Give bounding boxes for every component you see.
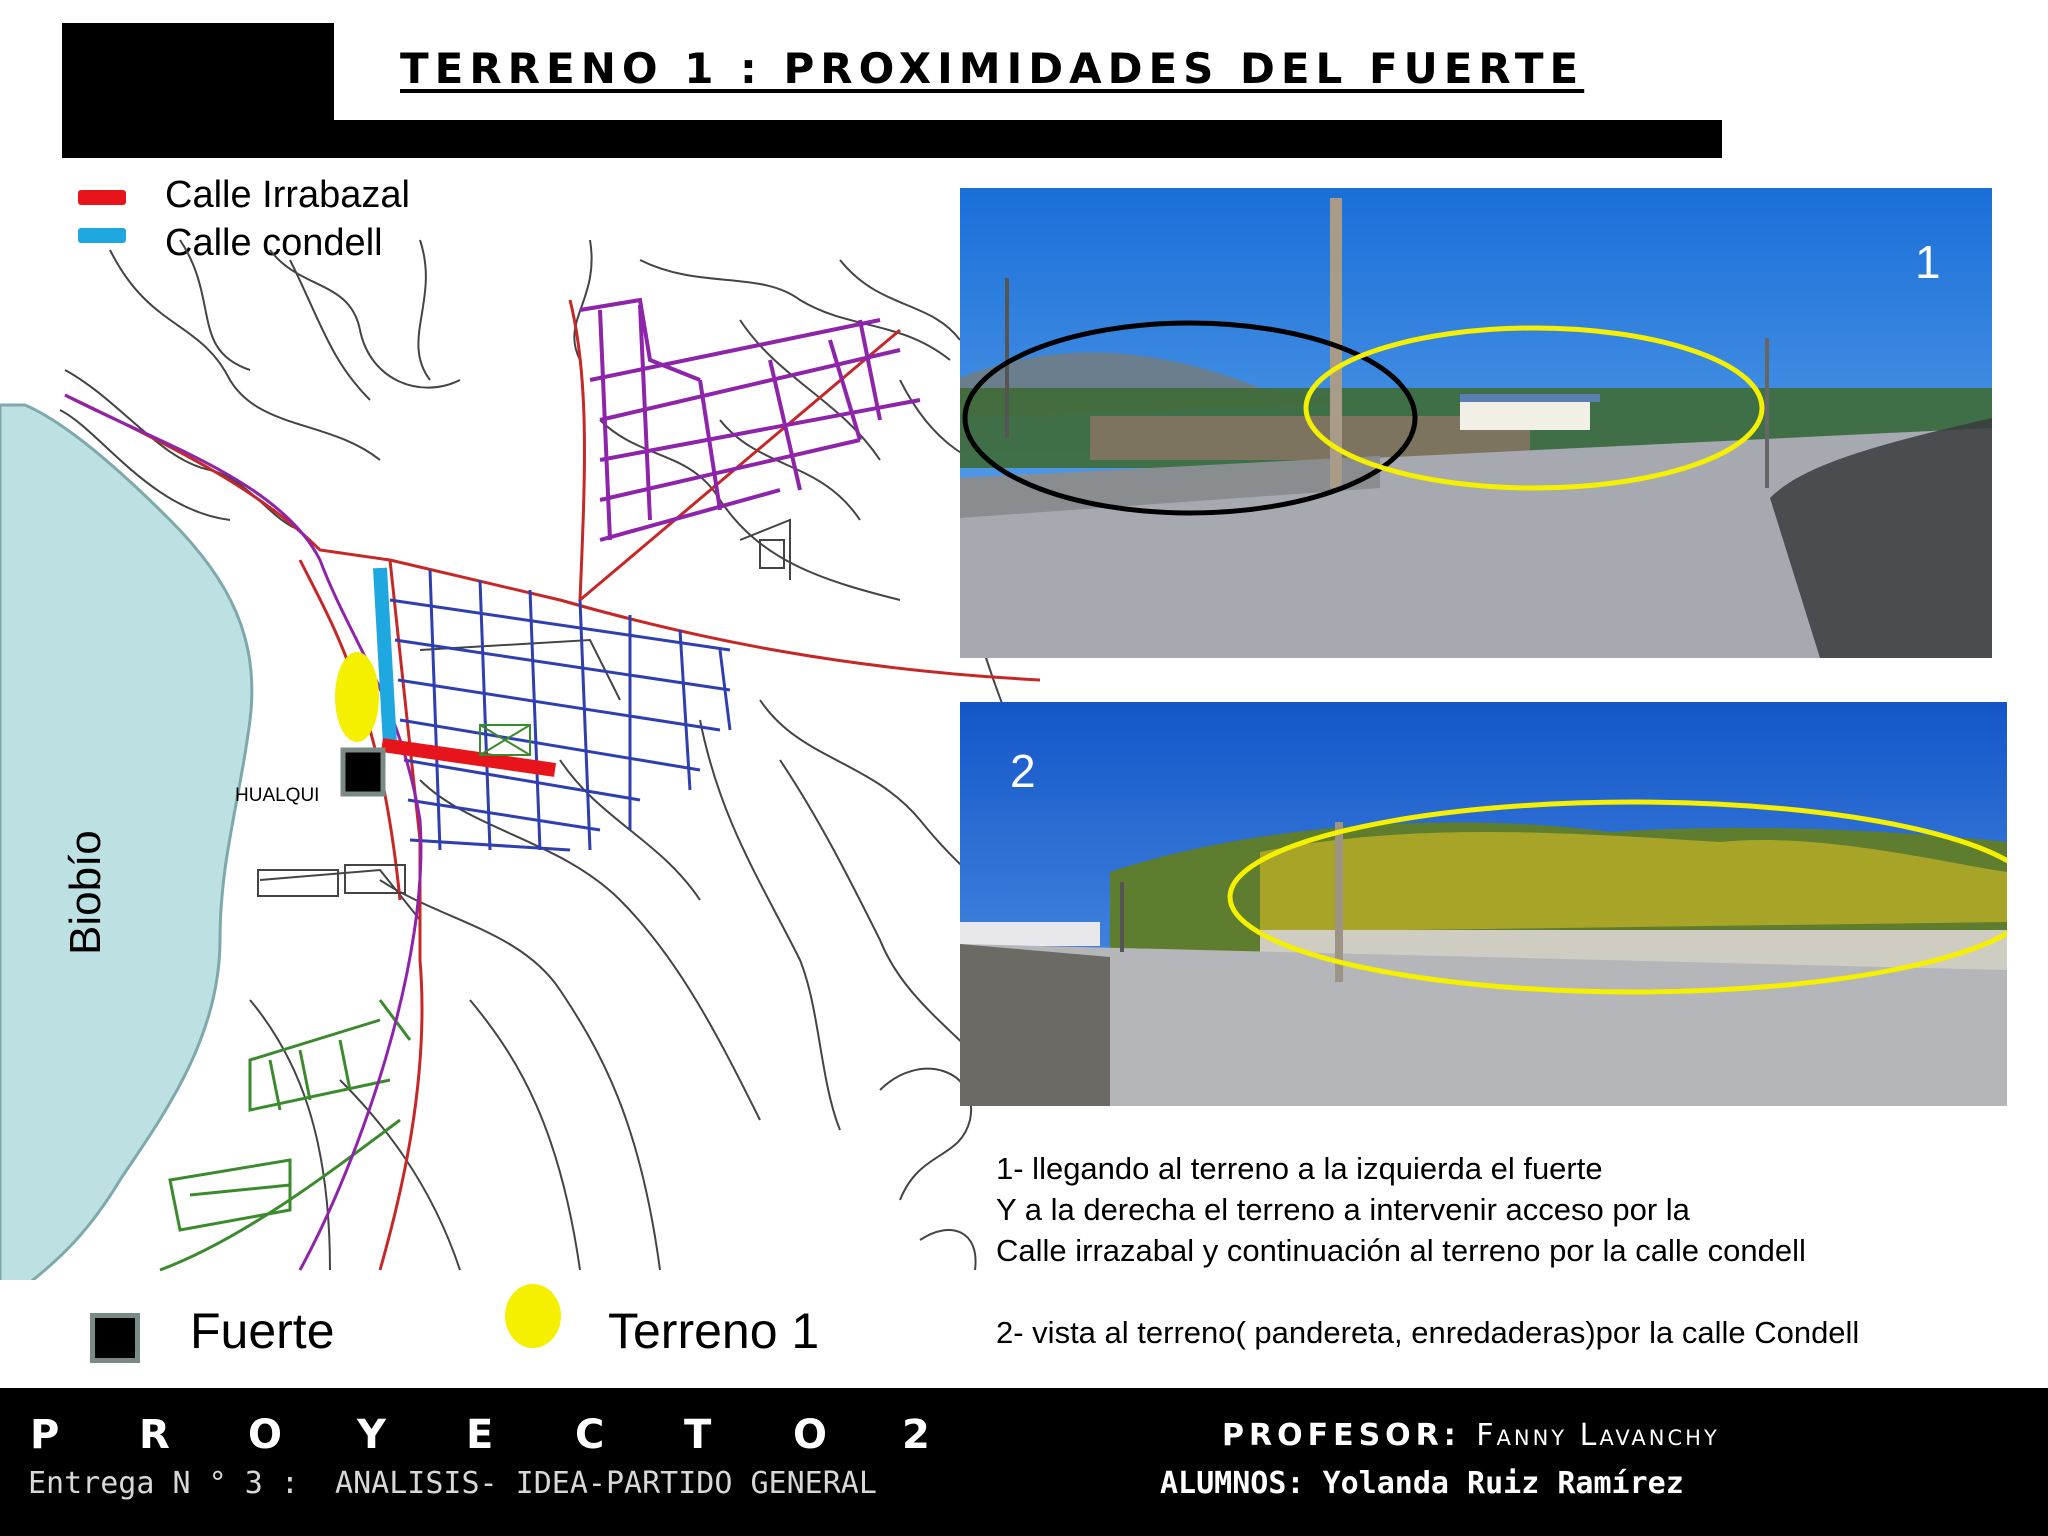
footer-project-title bbox=[30, 1412, 930, 1458]
legend-terreno-swatch bbox=[505, 1284, 561, 1348]
description-line-3: Calle irrazabal y continuación al terreno por la calle condell bbox=[996, 1233, 1806, 1268]
footer-bar bbox=[0, 1388, 2048, 1536]
legend-swatch-irrabazal bbox=[78, 190, 126, 205]
footer-project-letter: T bbox=[684, 1412, 712, 1458]
title-block-tab bbox=[62, 23, 334, 123]
photo-2 bbox=[960, 702, 2007, 1106]
legend-fuerte-label: Fuerte bbox=[190, 1303, 335, 1359]
legend-fuerte-swatch bbox=[90, 1313, 140, 1363]
footer-project-text bbox=[30, 1412, 930, 1458]
location-map bbox=[0, 220, 1060, 1280]
description-line-1: 1- llegando al terreno a la izquierda el fuerte bbox=[996, 1151, 1603, 1186]
footer-professor bbox=[1222, 1418, 1720, 1453]
map-calle-condell bbox=[380, 568, 390, 745]
map-blue-grid bbox=[390, 570, 730, 850]
description-line-4: 2- vista al terreno( pandereta, enredaderas)por la calle Condell bbox=[996, 1315, 1860, 1350]
page-title: TERRENO 1 : PROXIMIDADES DEL FUERTE bbox=[400, 44, 1585, 93]
footer-professor-label: PROFESOR: bbox=[1222, 1418, 1461, 1453]
map-fuerte-marker bbox=[343, 750, 383, 794]
title-block-bar bbox=[62, 120, 1722, 158]
footer-project-letter: 2 bbox=[902, 1412, 930, 1458]
footer-project-letter: Y bbox=[357, 1412, 386, 1458]
map-river bbox=[0, 405, 252, 1280]
footer-students-label: ALUMNOS: bbox=[1160, 1466, 1305, 1501]
footer-project-letter: R bbox=[139, 1412, 170, 1458]
map-town-label: HUALQUI bbox=[235, 785, 320, 806]
legend-label-condell: Calle condell bbox=[165, 222, 383, 264]
map-terreno-marker bbox=[335, 652, 379, 742]
footer-project-letter: P bbox=[30, 1412, 60, 1458]
footer-delivery: Entrega N ° 3 : ANALISIS- IDEA-PARTIDO GENERAL bbox=[28, 1466, 877, 1501]
photo-1-number: 1 bbox=[1915, 236, 1941, 288]
legend-terreno-label: Terreno 1 bbox=[608, 1303, 820, 1359]
photo-1 bbox=[960, 188, 1992, 658]
description-line-2: Y a la derecha el terreno a intervenir acceso por la bbox=[996, 1192, 1690, 1227]
photo-2-number: 2 bbox=[1010, 745, 1036, 797]
map-purple-grid bbox=[580, 300, 920, 540]
footer-project-letter: C bbox=[575, 1412, 605, 1458]
footer-project-letter: O bbox=[793, 1412, 828, 1458]
footer-professor-name: Fanny Lavanchy bbox=[1476, 1418, 1720, 1453]
footer-students bbox=[1160, 1466, 1684, 1501]
footer-students-name: Yolanda Ruiz Ramírez bbox=[1322, 1466, 1684, 1501]
footer-project-letter: E bbox=[466, 1412, 494, 1458]
footer-project-letter: O bbox=[248, 1412, 283, 1458]
legend-label-irrabazal: Calle Irrabazal bbox=[165, 174, 410, 216]
map-river-label: Biobío bbox=[61, 830, 110, 955]
